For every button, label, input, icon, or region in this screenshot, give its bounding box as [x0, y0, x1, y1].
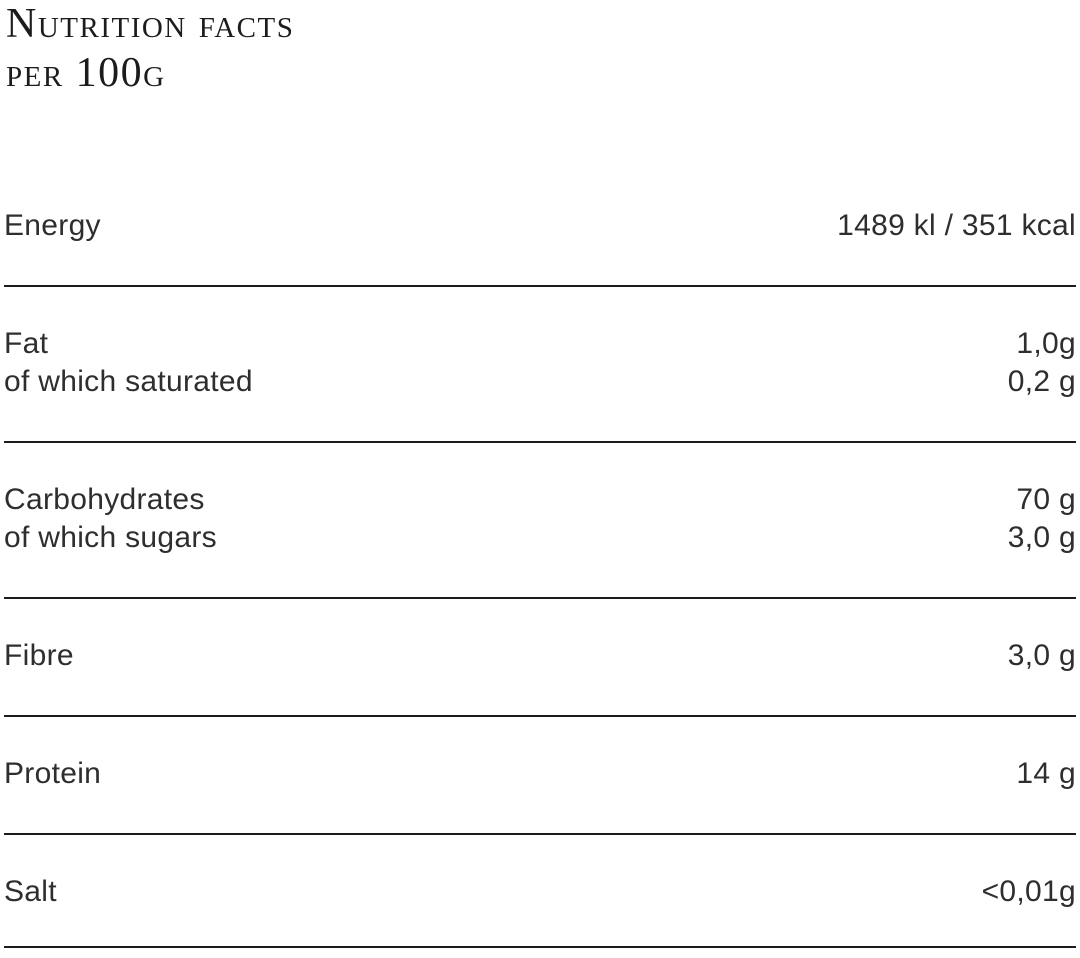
nutrient-subline [4, 519, 1076, 557]
nutrient-label: Energy [4, 209, 101, 242]
nutrient-value: <0,01g [981, 875, 1076, 908]
nutrient-line [4, 637, 1076, 675]
nutrient-line [4, 873, 1076, 911]
nutrition-facts-title [6, 0, 1076, 98]
nutrient-sublabel: of which sugars [4, 521, 217, 554]
nutrient-label: Fibre [4, 639, 74, 672]
nutrient-label: Carbohydrates [4, 483, 205, 516]
row-protein [4, 717, 1076, 835]
nutrient-label: Salt [4, 875, 57, 908]
nutrient-value: 1,0g [1016, 327, 1076, 360]
nutrient-line [4, 207, 1076, 245]
row-energy [4, 169, 1076, 287]
nutrient-subvalue: 0,2 g [1007, 365, 1076, 398]
title-line-2: per 100g [6, 50, 166, 96]
row-carbohydrates [4, 443, 1076, 599]
row-salt [4, 835, 1076, 948]
row-fibre [4, 599, 1076, 717]
nutrient-value: 1489 kl / 351 kcal [837, 209, 1076, 242]
title-line-1: Nutrition facts [6, 1, 295, 47]
row-fat [4, 287, 1076, 443]
nutrient-line [4, 481, 1076, 519]
nutrient-label: Protein [4, 757, 102, 790]
nutrient-value: 70 g [1016, 483, 1076, 516]
nutrient-line [4, 325, 1076, 363]
nutrient-line [4, 755, 1076, 793]
nutrition-table [4, 169, 1076, 948]
nutrient-sublabel: of which saturated [4, 365, 253, 398]
nutrient-subline [4, 363, 1076, 401]
nutrient-label: Fat [4, 327, 49, 360]
nutrient-value: 14 g [1016, 757, 1076, 790]
nutrient-value: 3,0 g [1007, 639, 1076, 672]
nutrient-subvalue: 3,0 g [1007, 521, 1076, 554]
